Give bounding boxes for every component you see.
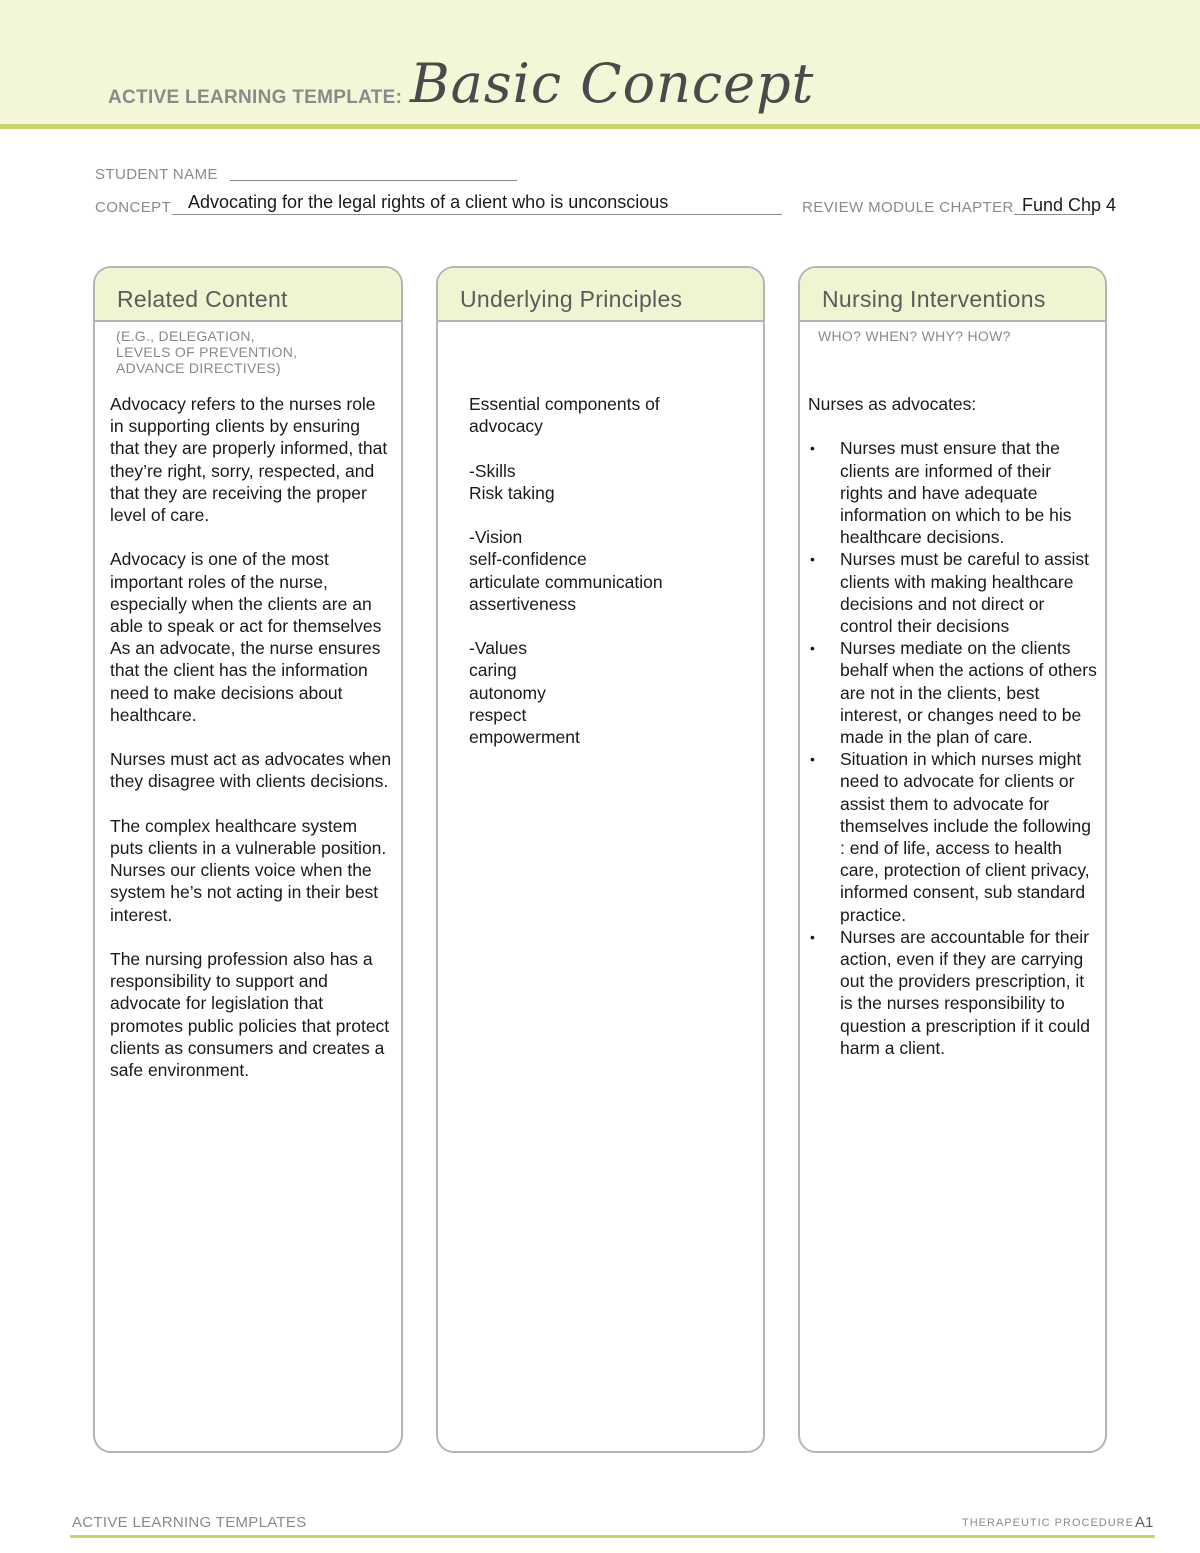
- footer-section-label: THERAPEUTIC PROCEDURE: [962, 1517, 1134, 1529]
- list-item: • Nurses are accountable for their action, even if they are carrying out the providers prescription, it is the nurses responsibility to question a prescription if it could harm a client.: [810, 926, 1090, 1058]
- related-content-title: Related Content: [117, 286, 288, 312]
- nursing-interventions-subtitle: WHO? WHEN? WHY? HOW?: [818, 328, 1011, 344]
- group-item: articulate communication: [469, 571, 663, 592]
- nursing-interventions-body: [808, 393, 1098, 1059]
- paragraph: The complex healthcare system puts clients in a vulnerable position. Nurses our clients voice when the system he’s not acting in their best interest.: [110, 815, 387, 925]
- bullet-icon: •: [810, 751, 815, 768]
- list-item: • Nurses mediate on the clients behalf when the actions of others are not in the clients, best interest, or changes need to be made in the plan of care.: [810, 638, 1097, 748]
- bullet-icon: •: [810, 440, 815, 457]
- underlying-principles-title: Underlying Principles: [460, 286, 683, 312]
- student-name-field[interactable]: [230, 180, 517, 181]
- group-heading: -Skills: [469, 460, 516, 481]
- review-module-label: REVIEW MODULE CHAPTER: [802, 199, 1014, 216]
- concept-field[interactable]: [172, 214, 782, 215]
- list-item: • Situation in which nurses might need to advocate for clients or assist them to advocate for themselves include the following : end of life, access to health care, protection of client privacy, informed consent, sub standard practice.: [810, 749, 1091, 925]
- intro-line: advocacy: [469, 416, 543, 437]
- paragraph: Nurses must act as advocates when they disagree with clients decisions.: [110, 749, 392, 792]
- bullet-icon: •: [810, 928, 815, 945]
- list-item: • Nurses must be careful to assist clients with making healthcare decisions and not direct or control their decisions: [810, 549, 1089, 637]
- concept-value: Advocating for the legal rights of a client who is unconscious: [188, 192, 669, 212]
- list-item: • Nurses must ensure that the clients are informed of their rights and have adequate information on which to be his healthcare decisions.: [810, 438, 1072, 548]
- footer-page-code: A1: [1135, 1514, 1154, 1531]
- group-item: autonomy: [469, 682, 546, 703]
- concept-label: CONCEPT: [95, 199, 172, 216]
- page-title: Basic Concept: [410, 52, 815, 115]
- underlying-principles-body: [469, 393, 749, 748]
- student-name-label: STUDENT NAME: [95, 166, 218, 183]
- group-heading: -Values: [469, 638, 528, 659]
- intro-line: Nurses as advocates:: [808, 394, 977, 414]
- paragraph: Advocacy is one of the most important roles of the nurse, especially when the clients are an able to speak or act for themselves: [110, 549, 382, 637]
- group-item: assertiveness: [469, 593, 576, 614]
- bullet-icon: •: [810, 551, 815, 568]
- related-content-body: [110, 393, 392, 1081]
- nursing-interventions-title: Nursing Interventions: [822, 286, 1046, 312]
- intro-line: Essential components of: [469, 394, 660, 414]
- footer-rule: [70, 1535, 1155, 1538]
- underlying-principles-header: [438, 268, 763, 322]
- bullet-icon: •: [810, 640, 815, 657]
- group-heading: -Vision: [469, 527, 523, 548]
- review-module-value: Fund Chp 4: [1022, 195, 1117, 215]
- related-content-header: [95, 268, 401, 322]
- related-content-subtitle: (E.G., DELEGATION, LEVELS OF PREVENTION, ADVANCE DIRECTIVES): [116, 328, 298, 376]
- nursing-interventions-header: [800, 268, 1105, 322]
- template-label: ACTIVE LEARNING TEMPLATE:: [108, 87, 403, 108]
- paragraph: As an advocate, the nurse ensures that the client has the information need to make decisions about healthcare.: [110, 638, 381, 725]
- group-item: respect: [469, 704, 527, 725]
- group-item: empowerment: [469, 727, 580, 747]
- intervention-list: [808, 437, 1098, 1059]
- paragraph: The nursing profession also has a responsibility to support and advocate for legislation that promotes public policies that protect clients as consumers and creates a safe environment.: [110, 949, 390, 1081]
- footer-template-name: ACTIVE LEARNING TEMPLATES: [72, 1514, 307, 1531]
- group-item: caring: [469, 660, 517, 681]
- paragraph: Advocacy refers to the nurses role in supporting clients by ensuring that they are properly informed, that they’re right, sorry, respected, and that they are receiving the proper level of care.: [110, 394, 388, 526]
- group-item: self-confidence: [469, 549, 587, 570]
- group-item: Risk taking: [469, 482, 555, 503]
- header-rule: [0, 124, 1200, 129]
